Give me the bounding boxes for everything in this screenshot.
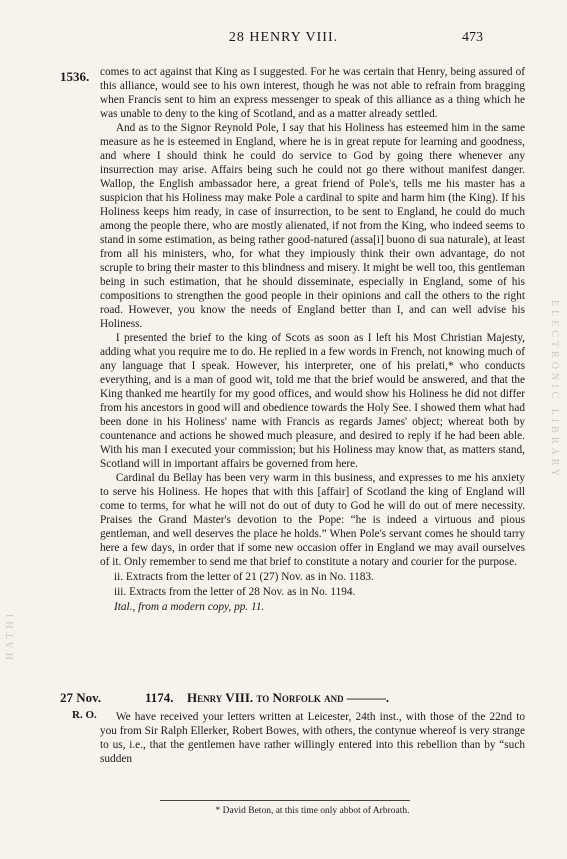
extract-source-text: Ital., from a modern copy, pp. 11.: [114, 601, 265, 613]
watermark-left: [3, 520, 23, 660]
footnote: * David Beton, at this time only abbot of Arbroath.: [215, 806, 410, 816]
watermark-right-text: ELECTRONIC LIBRARY: [549, 300, 560, 481]
paragraph-1: comes to act against that King as I suggested. For he was certain that Henry, being assured of this alliance, would see to his own interest, though he was not able to refrain from bragging when Francis sent to him an express messenger to speak of this alliance as a thing which he was unable to deny to the king of Scotland, and as a matter already settled.: [100, 66, 525, 120]
running-title: 28 HENRY VIII.: [228, 30, 339, 45]
page-number: 473: [462, 30, 483, 45]
watermark-right: [544, 300, 564, 680]
paragraph-3: I presented the brief to the king of Scots as soon as I left his Most Christian Majesty, adding what you require me to do. He replied in a few words in French, not knowing much of any language that I speak. However, his interpreter, one of his prelati,* who conducts everything, and is a man of good wit, told me that the brief would be answered, and that the King thanked me heartily for my good offices, and would show his Holiness he did not differ from his ancestors in good will and obedience towards the Holy See. I showed them what had been done in his Holiness' name with Francis as regards James' object; whereat both by countenance and actions he showed much pleasure, and desired to reply if he had been able. With his man I executed your commission; but his Holiness may know that, as matters stand, Scotland will in important affairs be governed from here.: [100, 332, 525, 470]
entry-title: Henry VIII. to Norfolk and ———.: [187, 690, 390, 705]
watermark-left-text: HATHI: [5, 610, 16, 660]
entry-body: [100, 710, 525, 766]
paragraph-2: And as to the Signor Reynold Pole, I say that his Holiness has esteemed him in the same measure as he is esteemed in England, where he is in great repute for learning and goodness, and where I should think he could do service to God by going there whenever any insurrection may arise. Affairs being such he could not go there without manifest danger. Wallop, the English ambassador here, a great friend of Pole's, tells me his master has a suspicion that his Holiness may make Pole a cardinal to spite and harm him (the King). If his Holiness keeps him ready, in case of insurrection, to be sent to England, he could do much among the people there, who are mostly alienated, if not from the King, who indeed seems to stand in some estimation, as being rather good-natured (assa[i] buono di sua naturale), at least from all his ministers, who, for what they impiously think their own advantage, do not scruple to bring their master to this blindness and misery. It might be well too, this gentleman being in such estimation, that he should disseminate, especially in England, some of his compositions to strengthen the good people in their opinions and call the others to the right road. However, you know the needs of England better than I, and can well advise his Holiness.: [100, 122, 525, 330]
extract-source: [100, 600, 525, 615]
margin-year: 1536.: [60, 69, 90, 84]
extract-ii: ii. Extracts from the letter of 21 (27) Nov. as in No. 1183.: [114, 571, 374, 583]
extract-iii: iii. Extracts from the letter of 28 Nov. as in No. 1194.: [114, 586, 356, 598]
extracts-list: [100, 570, 525, 615]
entry-number: 1174.: [145, 690, 174, 705]
letter-body: [100, 65, 525, 615]
entry-source: R. O.: [72, 709, 97, 721]
footnote-divider: [160, 800, 410, 801]
paragraph-4: Cardinal du Bellay has been very warm in this business, and expresses to me his anxiety to serve his Holiness. He hopes that with this [affair] of Scotland the king of England will come to terms, for what he will not do out of duty to God he will do out of mere necessity. Praises the Grand Master's devotion to the Pope: “he is indeed a virtuous and pious gentleman, and well deserves the place he holds.” When Pole's servant comes he should tarry here a few days, in order that if some new occasion offer in England we may avail ourselves of it. Only remember to send me that brief to constitute a notary and courier for the purpose.: [100, 472, 525, 568]
page-header: [0, 30, 567, 50]
entry-text: We have received your letters written at Leicester, 24th inst., with those of the 22nd to you from Sir Ralph Ellerker, Robert Bowes, with others, the contynue whereof is very strange to us, i.e., that the gentlemen have rather willingly entered into this rebellion than by “such sudden: [100, 711, 525, 765]
entry-date: 27 Nov.: [60, 690, 102, 705]
